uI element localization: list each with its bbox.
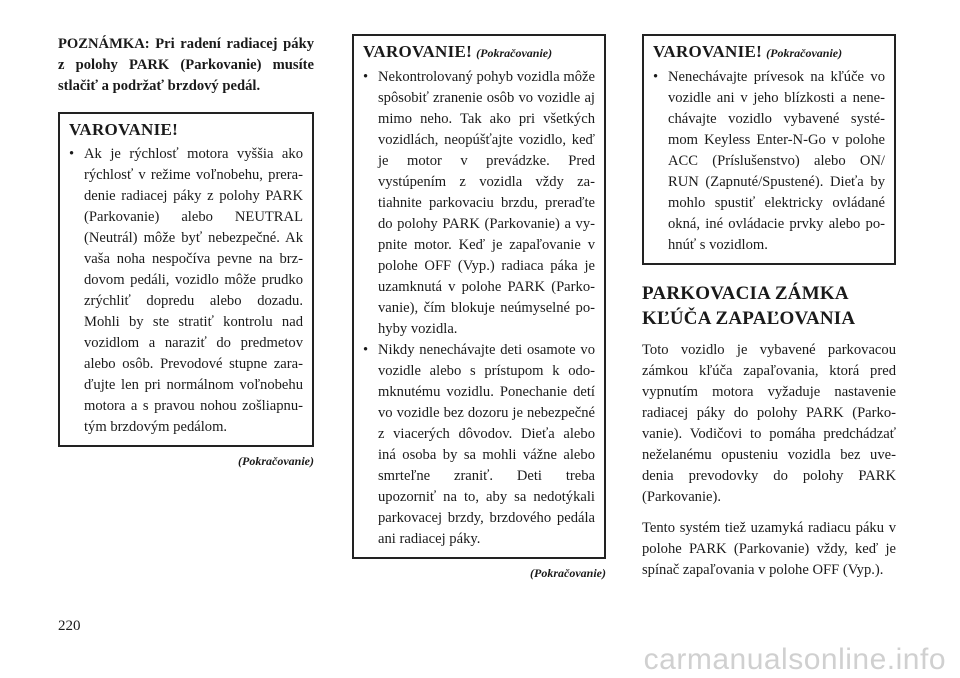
body-paragraph: Tento systém tiež uzamyká radiacu páku v polohe PARK (Parkovanie) vždy, keď je spínač zapaľovania v polohe OFF (Vyp.). [642, 520, 896, 578]
warning-list [653, 67, 885, 256]
section-heading-line-2: KĽÚČA ZAPAĽOVANIA [642, 308, 856, 329]
continued-label: (Pokračovanie) [530, 566, 606, 580]
warning-title-text: VAROVANIE! [653, 42, 763, 61]
column-right [642, 34, 896, 591]
warning-list [69, 144, 303, 438]
warning-title-continued: (Pokračovanie) [476, 46, 553, 60]
warning-title-continued: (Pokračovanie) [766, 46, 843, 60]
warning-title-text: VAROVANIE! [69, 120, 179, 139]
warning-item: • Nenechávajte prívesok na kľúče vo vozidle ani v jeho blízkosti a nenechávajte vozidlo vybavené systémom Keyless Enter-N-Go v polohe ACC (Príslušenstvo) alebo ON/ RUN (Zapnuté/Spustené). Dieťa by mohlo spustiť elektricky ovládané okná, iné ovládacie prvky alebo pohnúť s vozidlom. [653, 67, 885, 256]
column-middle [352, 34, 606, 581]
shift-note: POZNÁMKA: Pri radení radiacej páky z polohy PARK (Parkovanie) musíte stlačiť a podržať brzdový pedál. [58, 36, 314, 94]
warning-item: • Ak je rýchlosť motora vyššia ako rýchlosť v režime voľnobehu, preradenie radiacej páky z polohy PARK (Parkovanie) alebo NEUTRAL (Neutrál) môže byť nebezpečné. Ak vaša noha nespočíva pevne na brzdovom pedáli, vozidlo môže prudko zrýchliť dopredu alebo dozadu. Mohli by ste stratiť kontrolu nad vozidlom a naraziť do predmetov alebo osôb. Prevodové stupne zaraďujte len pri normálnom voľnobehu motora a s pravou nohou zošliapnutým brzdovým pedálom. [69, 144, 303, 438]
warning-box-2 [352, 34, 606, 559]
continued-label: (Pokračovanie) [238, 454, 314, 468]
page-number: 220 [58, 618, 81, 634]
warning-item: • Nekontrolovaný pohyb vozidla môže spôsobiť zranenie osôb vo vozidle aj mimo neho. Tak ako pri všetkých vozidlách, neopúšťajte vozidlo, keď je motor v prevádzke. Pred vystúpením z vozidla vždy zatiahnite parkovaciu brzdu, preraďte do polohy PARK (Parkovanie) a vypnite motor. Keď je zapaľovanie v polohe OFF (Vyp.) radiaca páka je uzamknutá v polohe PARK (Parkovanie), čím blokuje neúmyselné pohyby vozidla. [363, 67, 595, 340]
warning-title-text: VAROVANIE! [363, 42, 473, 61]
warning-title [69, 119, 303, 141]
watermark: carmanualsonline.info [643, 643, 946, 676]
warning-item: • Nikdy nenechávajte deti osamote vo vozidle alebo s prístupom k odomknutému vozidlu. Ponechanie detí vo vozidle bez dozoru je nebezpečné z viacerých dôvodov. Dieťa alebo iná osoba by sa mohli vážne alebo smrteľne zraniť. Deti treba upozorniť na to, aby sa nedotýkali parkovacej brzdy, brzdového pedála ani radiacej páky. [363, 340, 595, 550]
warning-title [363, 41, 595, 64]
section-heading [642, 281, 896, 331]
warning-list [363, 67, 595, 550]
warning-box-1 [58, 112, 314, 447]
warning-box-3 [642, 34, 896, 265]
section-heading-line-1: PARKOVACIA ZÁMKA [642, 283, 849, 304]
body-paragraph: Toto vozidlo je vybavené parkovacou zámkou kľúča zapaľovania, ktorá pred vypnutím motora vyžaduje nastavenie radiacej páky do polohy PARK (Parkovanie). Vodičovi to pomáha predchádzať neželanému opusteniu vozidla bez uvedenia prevodovky do polohy PARK (Parkovanie). [642, 342, 896, 505]
column-left [58, 34, 314, 469]
warning-title [653, 41, 885, 64]
